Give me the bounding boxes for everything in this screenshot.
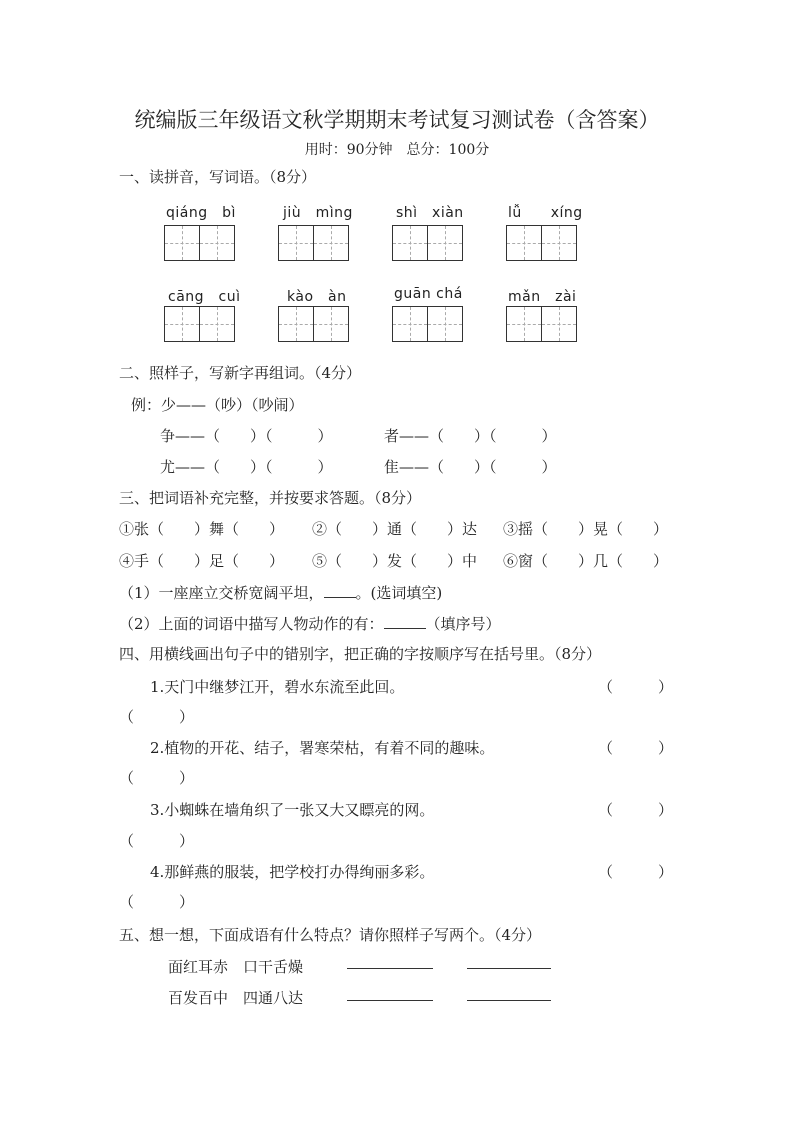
- char-grid-3[interactable]: [392, 225, 463, 261]
- pinyin-6: kào àn: [287, 289, 347, 305]
- s5-blank-1[interactable]: [347, 952, 433, 969]
- section-4-heading: 四、用横线画出句子中的错别字，把正确的字按顺序写在括号里。（8分）: [119, 645, 602, 663]
- s3-q2-text: （2）上面的词语中描写人物动作的有：: [119, 615, 384, 633]
- section-5-heading: 五、想一想，下面成语有什么特点？请你照样子写两个。（4分）: [119, 926, 542, 944]
- exam-meta: 用时：90分钟 总分：100分: [304, 142, 490, 158]
- s2-row1-left[interactable]: 争——（ ）（ ）: [160, 427, 333, 445]
- s4-paren-row-1[interactable]: （ ）: [119, 708, 195, 726]
- s3-question-2: [119, 612, 501, 634]
- s4-sentence-1: 1.天门中继梦江开，碧水东流至此回。: [150, 678, 405, 696]
- s4-answer-paren-4[interactable]: （ ）: [598, 863, 674, 881]
- section-2-example: 例：少——（吵）（吵闹）: [131, 396, 304, 414]
- pinyin-2: jiù mìng: [283, 205, 353, 221]
- char-grid-1[interactable]: [164, 225, 235, 261]
- s2-row2-left[interactable]: 尤——（ ）（ ）: [160, 458, 333, 476]
- char-grid-2[interactable]: [278, 225, 349, 261]
- s3-q2-blank[interactable]: [384, 612, 426, 629]
- section-2-heading: 二、照样子，写新字再组词。（4分）: [119, 364, 362, 382]
- s5-example-row-1: 面红耳赤 口干舌燥: [168, 958, 304, 976]
- s4-sentence-3: 3.小蜘蛛在墙角织了一张又大又瞟亮的网。: [150, 801, 435, 819]
- s3-q1-blank[interactable]: [324, 581, 356, 598]
- s3-q1-text: （1）一座座立交桥宽阔平坦，: [119, 584, 324, 602]
- s3-q2-hint: （填序号）: [425, 615, 501, 633]
- char-grid-4[interactable]: [506, 225, 577, 261]
- s4-sentence-2: 2.植物的开花、结子，署寒荣枯，有着不同的趣味。: [150, 739, 495, 757]
- pinyin-4: lǚ xíng: [508, 205, 583, 221]
- s4-sentence-4: 4.那鲜燕的服装，把学校打办得绚丽多彩。: [150, 863, 435, 881]
- pinyin-3: shì xiàn: [396, 205, 464, 221]
- section-3-heading: 三、把词语补充完整，并按要求答题。（8分）: [119, 489, 422, 507]
- char-grid-8[interactable]: [506, 306, 577, 342]
- s4-paren-row-4[interactable]: （ ）: [119, 893, 195, 911]
- s2-row2-right[interactable]: 隹——（ ）（ ）: [384, 458, 557, 476]
- pinyin-1: qiáng bì: [166, 205, 236, 221]
- s3-q1-hint: 。(选词填空): [355, 584, 443, 602]
- pinyin-7: guān chá: [394, 286, 463, 302]
- s3-item-6[interactable]: ⑥窗（ ）几（ ）: [503, 552, 669, 570]
- s5-blank-2[interactable]: [467, 952, 551, 969]
- s4-paren-row-2[interactable]: （ ）: [119, 769, 195, 787]
- char-grid-7[interactable]: [392, 306, 463, 342]
- pinyin-5: cāng cuì: [168, 289, 241, 305]
- s3-item-1[interactable]: ①张（ ）舞（ ）: [119, 520, 285, 538]
- s3-item-5[interactable]: ⑤（ ）发（ ）中: [312, 552, 478, 570]
- s3-item-4[interactable]: ④手（ ）足（ ）: [119, 552, 285, 570]
- s3-item-3[interactable]: ③摇（ ）晃（ ）: [503, 520, 669, 538]
- s4-paren-row-3[interactable]: （ ）: [119, 832, 195, 850]
- section-1-heading: 一、读拼音，写词语。（8分）: [119, 168, 317, 186]
- s5-example-row-2: 百发百中 四通八达: [168, 989, 304, 1007]
- char-grid-5[interactable]: [164, 306, 235, 342]
- s4-answer-paren-3[interactable]: （ ）: [598, 801, 674, 819]
- char-grid-6[interactable]: [278, 306, 349, 342]
- s3-question-1: [119, 581, 442, 603]
- s3-item-2[interactable]: ②（ ）通（ ）达: [312, 520, 478, 538]
- s4-answer-paren-1[interactable]: （ ）: [598, 678, 674, 696]
- s2-row1-right[interactable]: 者——（ ）（ ）: [384, 427, 557, 445]
- s5-blank-3[interactable]: [347, 984, 433, 1001]
- s4-answer-paren-2[interactable]: （ ）: [598, 739, 674, 757]
- pinyin-8: mǎn zài: [508, 289, 577, 305]
- s5-blank-4[interactable]: [467, 984, 551, 1001]
- page-title: 统编版三年级语文秋学期期末考试复习测试卷（含答案）: [134, 108, 660, 132]
